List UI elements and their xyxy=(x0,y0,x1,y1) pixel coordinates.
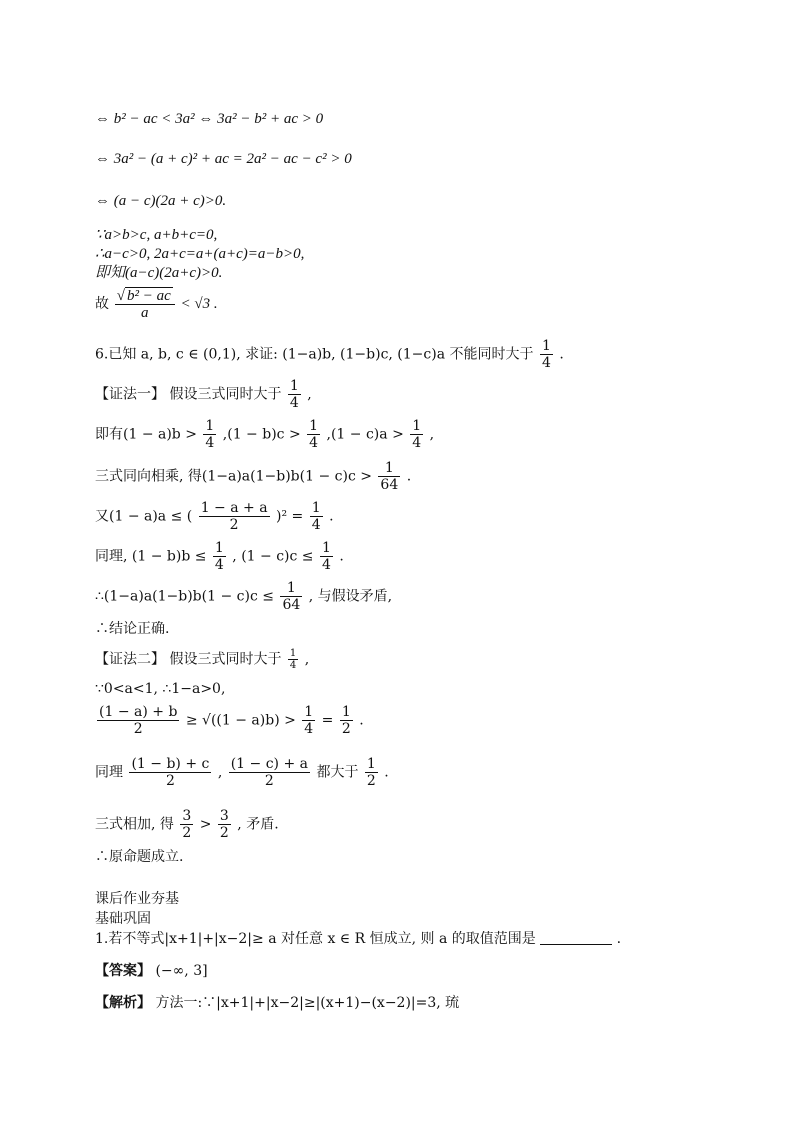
similarly-part-1: 同理, (1 − b)b ≤ xyxy=(95,548,207,565)
method-2-fraction xyxy=(288,648,298,671)
fraction-numerator: 1 xyxy=(311,500,321,516)
also-part-1: 又(1 − a)a ≤ ( xyxy=(95,508,193,525)
method-1-heading xyxy=(95,378,312,411)
fraction-numerator: 3 xyxy=(219,808,229,824)
problem-6-text: 6.已知 a, b, c ∈ (0,1), 求证: (1−a)b, (1−b)c, (1−c)a 不能同时大于 xyxy=(95,346,534,363)
fraction-numerator: 1 xyxy=(341,704,351,720)
also-suffix: . xyxy=(329,508,334,525)
fraction-denominator: 2 xyxy=(182,825,192,841)
fraction-denominator: 2 xyxy=(264,773,274,789)
contradiction-fraction xyxy=(280,580,302,613)
because-text: ∵a>b>c, a+b+c=0, xyxy=(95,227,218,243)
problem-6-line xyxy=(95,338,564,371)
sum-prefix: 三式相加, 得 xyxy=(95,816,174,833)
method-2-suffix: , xyxy=(304,651,310,668)
fraction-denominator: 4 xyxy=(289,660,297,671)
fraction-denominator: 64 xyxy=(380,477,399,493)
similarly-fraction-1 xyxy=(213,540,226,573)
equiv-line-2 xyxy=(95,150,352,168)
am-gm-line xyxy=(95,704,364,737)
assumption-part-2: ,(1 − b)c > xyxy=(222,426,301,443)
similarly-2-fraction-2 xyxy=(229,756,310,789)
conclusion-line xyxy=(95,288,218,321)
sum-operator: > xyxy=(199,816,212,833)
am-gm-fraction-2 xyxy=(302,704,315,737)
radicand: b² − ac xyxy=(126,288,171,304)
fraction-denominator: 2 xyxy=(165,773,175,789)
fraction-denominator: a xyxy=(141,305,149,321)
multiply-text: 三式同向相乘, 得(1−a)a(1−b)b(1 − c)c > xyxy=(95,468,372,485)
multiply-fraction xyxy=(378,460,400,493)
assumption-fraction-3 xyxy=(410,418,423,451)
fraction-denominator: 4 xyxy=(289,395,299,411)
fraction-numerator: 3 xyxy=(182,808,192,824)
answer-blank xyxy=(540,932,612,945)
subsection-heading-text: 基础巩固 xyxy=(95,911,151,927)
fraction-numerator: 1 xyxy=(205,418,215,434)
result-line-2 xyxy=(95,848,183,866)
fraction-numerator: 1 xyxy=(541,338,551,354)
problem-6-suffix: . xyxy=(559,346,564,363)
analysis-line xyxy=(95,994,459,1012)
question-1-suffix: . xyxy=(616,931,622,947)
contradiction-text: ∴(1−a)a(1−b)b(1 − c)c ≤ xyxy=(95,588,274,605)
fraction-numerator: 1 xyxy=(280,580,302,597)
assumption-suffix: , xyxy=(429,426,435,443)
assumption-fraction-2 xyxy=(307,418,320,451)
equiv-line-3 xyxy=(95,192,226,210)
method-1-fraction xyxy=(288,378,301,411)
similarly-2-comma: , xyxy=(217,764,223,781)
sum-line xyxy=(95,808,279,841)
conclusion-suffix: < √3 . xyxy=(180,295,218,312)
am-gm-suffix: . xyxy=(359,712,364,729)
fraction-numerator: 1 xyxy=(214,540,224,556)
fraction-numerator: 1 − a + a xyxy=(200,500,268,516)
therefore-line xyxy=(95,245,304,263)
fraction-denominator: 64 xyxy=(282,597,301,613)
similarly-2-fraction-3 xyxy=(365,756,378,789)
method-1-text: 【证法一】 假设三式同时大于 xyxy=(95,386,282,403)
fraction-numerator: 1 xyxy=(304,704,314,720)
question-1-line xyxy=(95,930,621,948)
also-part-2: )² = xyxy=(276,508,304,525)
similarly-2-middle: 都大于 xyxy=(316,764,359,781)
question-1-text: 1.若不等式|x+1|+|x−2|≥ a 对任意 x ∈ R 恒成立, 则 a 的取值范围是 xyxy=(95,931,536,947)
fraction-numerator: 1 xyxy=(309,418,319,434)
fraction-denominator: 2 xyxy=(219,825,229,841)
sum-suffix: , 矛盾. xyxy=(237,816,279,833)
fraction-denominator: 4 xyxy=(309,435,319,451)
analysis-text: 方法一:∵|x+1|+|x−2|≥|(x+1)−(x−2)|=3, 琉 xyxy=(155,995,460,1011)
section-heading-text: 课后作业夯基 xyxy=(95,891,179,907)
fraction-numerator: √ b² − ac xyxy=(115,288,175,305)
sum-fraction-1 xyxy=(180,808,193,841)
multiply-line xyxy=(95,460,411,493)
similarly-suffix: . xyxy=(339,548,344,565)
method-2-heading xyxy=(95,648,309,671)
fraction-numerator: (1 − b) + c xyxy=(131,756,210,772)
section-heading xyxy=(95,890,179,908)
fraction-denominator: 2 xyxy=(366,773,376,789)
fraction-denominator: 4 xyxy=(304,721,314,737)
contradiction-suffix: , 与假设矛盾, xyxy=(308,588,393,605)
fraction-numerator: 1 xyxy=(412,418,422,434)
fraction-numerator: 1 xyxy=(289,378,299,394)
am-gm-fraction-3 xyxy=(340,704,353,737)
similarly-part-2: , (1 − c)c ≤ xyxy=(232,548,314,565)
similarly-2-suffix: . xyxy=(384,764,389,781)
fraction-numerator: 1 xyxy=(366,756,376,772)
equiv-text-3: ⇔ (a − c)(2a + c)>0. xyxy=(95,193,227,209)
similarly-2-prefix: 同理 xyxy=(95,764,123,781)
fraction-denominator: 4 xyxy=(412,435,422,451)
assumption-fraction-1 xyxy=(203,418,216,451)
fraction-numerator: 1 xyxy=(321,540,331,556)
assumption-part-1: 即有(1 − a)b > xyxy=(95,426,197,443)
am-gm-part-2: = xyxy=(321,712,334,729)
result-text-2: ∴原命题成立. xyxy=(95,849,184,865)
conclusion-prefix: 故 xyxy=(95,295,109,312)
answer-line xyxy=(95,962,208,980)
answer-tag: 【答案】 xyxy=(95,963,151,979)
fraction-denominator: 4 xyxy=(205,435,215,451)
fraction-denominator: 4 xyxy=(311,517,321,533)
also-line xyxy=(95,500,334,533)
fraction-denominator: 4 xyxy=(214,557,224,573)
result-text-1: ∴结论正确. xyxy=(95,621,170,637)
assumption-line xyxy=(95,418,434,451)
method-2-text: 【证法二】 假设三式同时大于 xyxy=(95,651,282,668)
analysis-tag: 【解析】 xyxy=(95,995,151,1011)
hence-known-text: 即知(a−c)(2a+c)>0. xyxy=(95,265,223,281)
subsection-heading xyxy=(95,910,151,928)
because-line xyxy=(95,226,217,244)
result-line-1 xyxy=(95,620,169,638)
similarly-fraction-2 xyxy=(320,540,333,573)
assumption-part-3: ,(1 − c)a > xyxy=(326,426,404,443)
range-line xyxy=(95,680,225,698)
therefore-text: ∴a−c>0, 2a+c=a+(a+c)=a−b>0, xyxy=(95,246,305,262)
am-gm-part-1: ≥ √((1 − a)b) > xyxy=(185,712,296,729)
multiply-suffix: . xyxy=(406,468,412,485)
fraction-numerator: (1 − c) + a xyxy=(230,756,308,772)
method-1-suffix: , xyxy=(307,386,312,403)
fraction-denominator: 2 xyxy=(229,517,239,533)
root-fraction xyxy=(115,288,175,321)
equiv-text-1: ⇔ b² − ac < 3a² ⇔ 3a² − b² + ac > 0 xyxy=(95,111,324,127)
range-text: ∵0<a<1, ∴1−a>0, xyxy=(95,681,226,697)
fraction-numerator: (1 − a) + b xyxy=(99,704,178,720)
also-fraction-2 xyxy=(310,500,323,533)
fraction-denominator: 4 xyxy=(321,557,331,573)
fraction-numerator: 1 xyxy=(289,648,297,659)
hence-known-line xyxy=(95,264,222,282)
answer-text: (−∞, 3] xyxy=(155,963,208,979)
sum-fraction-2 xyxy=(218,808,231,841)
equiv-text-2: ⇔ 3a² − (a + c)² + ac = 2a² − ac − c² > 0 xyxy=(95,151,352,167)
similarly-line xyxy=(95,540,344,573)
contradiction-line xyxy=(95,580,392,613)
also-fraction-1 xyxy=(199,500,270,533)
similarly-2-line xyxy=(95,756,389,789)
problem-6-fraction xyxy=(540,338,553,371)
fraction-denominator: 2 xyxy=(341,721,351,737)
fraction-numerator: 1 xyxy=(378,460,400,477)
am-gm-fraction-1 xyxy=(97,704,179,737)
fraction-denominator: 4 xyxy=(541,355,551,371)
fraction-denominator: 2 xyxy=(133,721,143,737)
similarly-2-fraction-1 xyxy=(129,756,211,789)
equiv-line-1 xyxy=(95,110,323,128)
